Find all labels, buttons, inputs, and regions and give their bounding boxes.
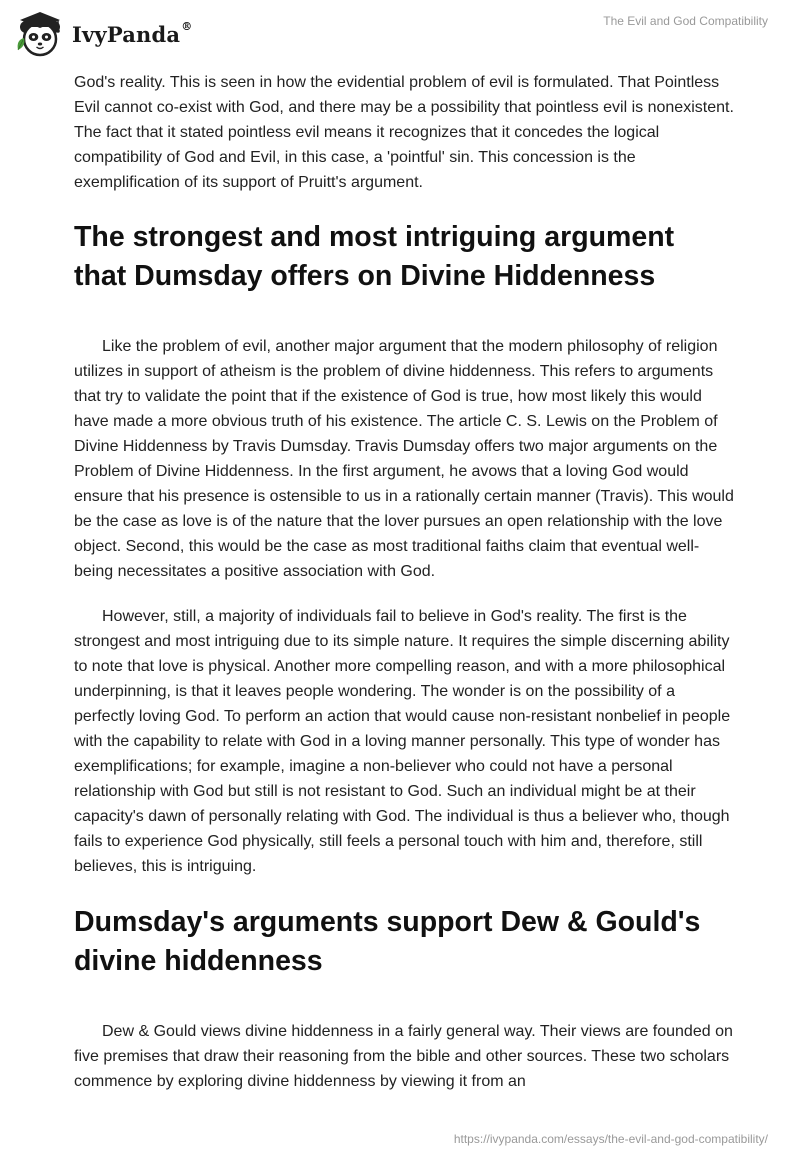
paragraph-dew-gould: Dew & Gould views divine hiddenness in a fairly general way. Their views are founded on five premises that draw their reasoning from the bible and other sources. These two scholars commence by exploring divine hiddenness by viewing it from an: [74, 1023, 733, 1090]
section-heading-dew-gould: Dumsday's arguments support Dew & Gould's divine hiddenness: [74, 906, 701, 977]
paragraph-divine-hiddenness: Like the problem of evil, another major argument that the modern philosophy of religion utilizes in support of atheism is the problem of divine hiddenness. This refers to arguments that try to validate the point that if the existence of God is true, how most likely this would have made a more obvious truth of his existence. The article C. S. Lewis on the Problem of Divine Hiddenness by Travis Dumsday. Travis Dumsday offers two major arguments on the Problem of Divine Hiddenness. In the first argument, he avows that a loving God would ensure that his presence is ostensible to us in a rationally certain manner (Travis). This would be the case as love is of the nature that the lover pursues an open relationship with the love object. Second, this would be the case as most traditional faiths claim that eventual well-being necessitates a positive association with God.: [74, 338, 734, 580]
paragraph-intriguing-argument: However, still, a majority of individuals fail to believe in God's reality. The first is the strongest and most intriguing due to its simple nature. It requires the simple discerning ability to note that love is physical. Another more compelling reason, and with a more philosophical underpinning, is that it leaves people wondering. The wonder is on the possibility of a perfectly loving God. To perform an action that would cause non-resistant nonbelief in people with the capability to relate with God in a loving manner personally. This type of wonder has exemplifications; for example, imagine a non-believer who could not have a personal relationship with God but still is not resistant to God. Such an individual might be at their capacity's dawn of personally relating with God. The individual is thus a believer who, though fails to experience God physically, still feels a personal touch with him and, therefore, still believes, this is intriguing.: [74, 608, 731, 875]
source-url[interactable]: https://ivypanda.com/essays/the-evil-and-god-compatibility/: [453, 1132, 768, 1146]
page-header: [0, 0, 800, 70]
section-heading-strongest-argument: The strongest and most intriguing argument that Dumsday offers on Divine Hiddenness: [74, 221, 675, 292]
ivypanda-logo[interactable]: [14, 8, 192, 60]
essay-content: [74, 70, 734, 1114]
document-title: The Evil and God Compatibility: [603, 14, 768, 28]
paragraph-intro: God's reality. This is seen in how the evidential problem of evil is formulated. That Pointless Evil cannot co-exist with God, and there may be a possibility that pointless evil is nonexistent. The fact that it stated pointless evil means it recognizes that it concedes the logical compatibility of God and Evil, in this case, a 'pointful' sin. This concession is the exemplification of its support of Pruitt's argument.: [74, 74, 734, 191]
brand-name: [72, 19, 193, 47]
registered-mark: ®: [181, 19, 193, 33]
panda-logo-icon: [14, 8, 66, 60]
brand-name-text: IvyPanda: [72, 21, 181, 47]
